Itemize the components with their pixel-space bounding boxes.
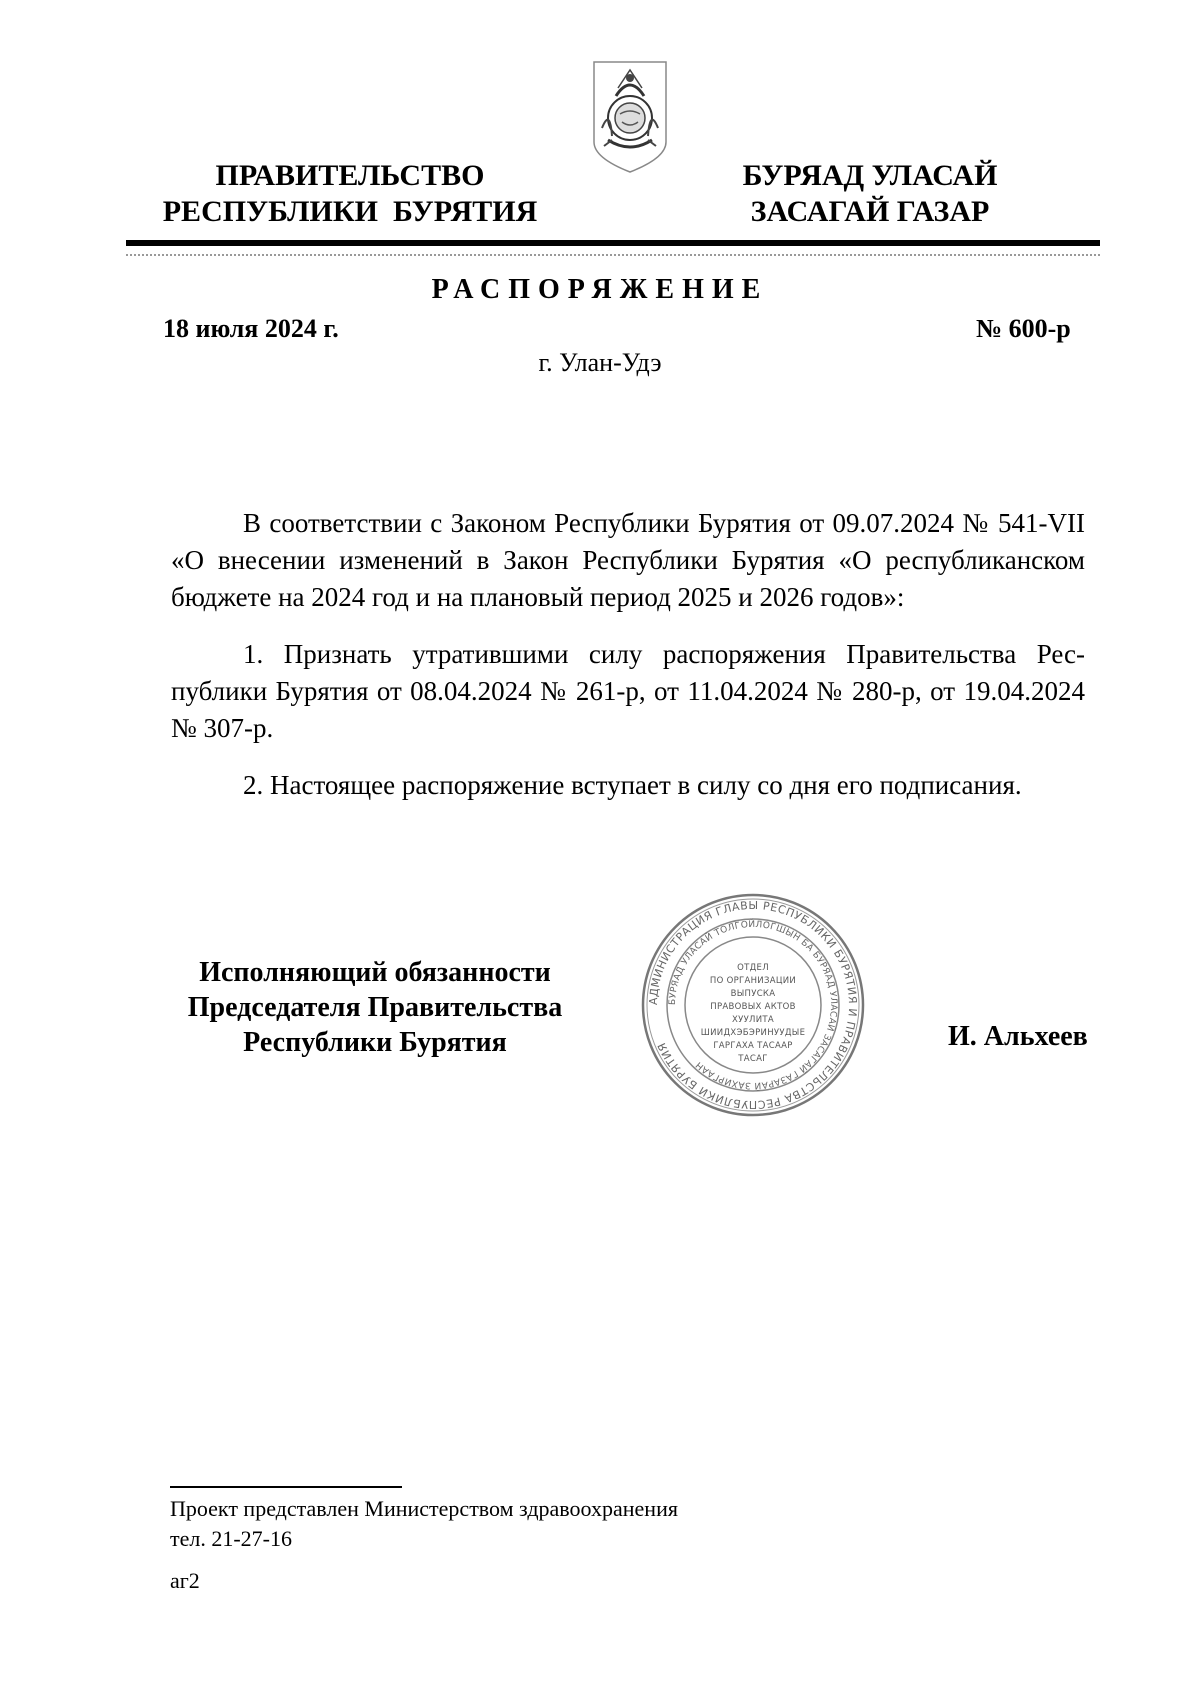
seal-center-line1: ОТДЕЛ	[737, 963, 769, 973]
signatory-title-line1: Исполняющий обязанности	[199, 957, 551, 988]
header-right-line1: БУРЯАД УЛАСАЙ	[742, 159, 998, 192]
signatory-title	[155, 955, 595, 1060]
document-city: г. Улан-Удэ	[538, 348, 662, 377]
seal-inner-text: БУРЯАД УЛАСАЙ ТОЛГОЙЛОГШЫН БА БУРЯАД УЛАСАЙ ЗАСАГАЙ ГАЗАРАЙ ЗАХИРГААН	[667, 919, 839, 1091]
paragraph-preamble: В соответствии с Законом Республики Бурятия от 09.07.2024 № 541-VII «О внесении изменений в Закон Республики Бурятия «О республиканском бюджете на 2024 год и на плановый период 2025 и 2026 годов»:	[171, 508, 1085, 612]
header-divider-dotted	[126, 254, 1100, 256]
paragraph-item-2: 2. Настоящее распоряжение вступает в силу со дня его подписания.	[243, 770, 1022, 800]
header-left-line2: РЕСПУБЛИКИ БУРЯТИЯ	[162, 195, 538, 228]
seal-outer-text: АДМИНИСТРАЦИЯ ГЛАВЫ РЕСПУБЛИКИ БУРЯТИЯ И ПРАВИТЕЛЬСТВА РЕСПУБЛИКИ БУРЯТИЯ	[646, 898, 860, 1112]
header-left	[150, 158, 550, 230]
footnote	[170, 1494, 678, 1554]
document-title: РАСПОРЯЖЕНИЕ	[431, 274, 769, 305]
header-divider	[126, 240, 1100, 246]
seal-center-line7: ГАРГАХА ТАСААР	[713, 1041, 793, 1051]
paragraph-item-1: 1. Признать утратившими силу распоряжения Правительства Рес-публики Бурятия от 08.04.2024 № 261-р, от 11.04.2024 № 280-р, от 19.04.2024 № 307-р.	[171, 639, 1085, 743]
signatory-title-line2: Председателя Правительства	[187, 992, 563, 1023]
seal-center-text	[678, 962, 828, 1066]
document-code: аг2	[170, 1568, 200, 1593]
footnote-line1: Проект представлен Министерством здравоохранения	[170, 1496, 678, 1521]
seal-center-line3: ВЫПУСКА	[730, 989, 776, 999]
seal-center-line6: ШИИДХЭБЭРИНУУДЫЕ	[700, 1028, 806, 1038]
footnote-divider	[170, 1486, 402, 1488]
signatory-name: И. Альхеев	[948, 1021, 1088, 1052]
document-number: № 600-р	[976, 314, 1071, 343]
document-date: 18 июля 2024 г.	[163, 314, 339, 343]
seal-center-line2: ПО ОРГАНИЗАЦИИ	[709, 976, 797, 986]
signatory-title-line3: Республики Бурятия	[243, 1027, 507, 1058]
header-right-line2: ЗАСАГАЙ ГАЗАР	[750, 195, 990, 228]
header-right	[720, 158, 1020, 230]
header-left-line1: ПРАВИТЕЛЬСТВО	[215, 159, 485, 192]
footnote-line2: тел. 21-27-16	[170, 1526, 293, 1551]
seal-center-line8: ТАСАГ	[738, 1054, 768, 1064]
coat-of-arms-icon	[590, 58, 670, 178]
seal-center-line4: ПРАВОВЫХ АКТОВ	[710, 1002, 796, 1012]
seal-center-line5: ХУУЛИТА	[731, 1015, 775, 1025]
official-seal	[638, 890, 868, 1120]
